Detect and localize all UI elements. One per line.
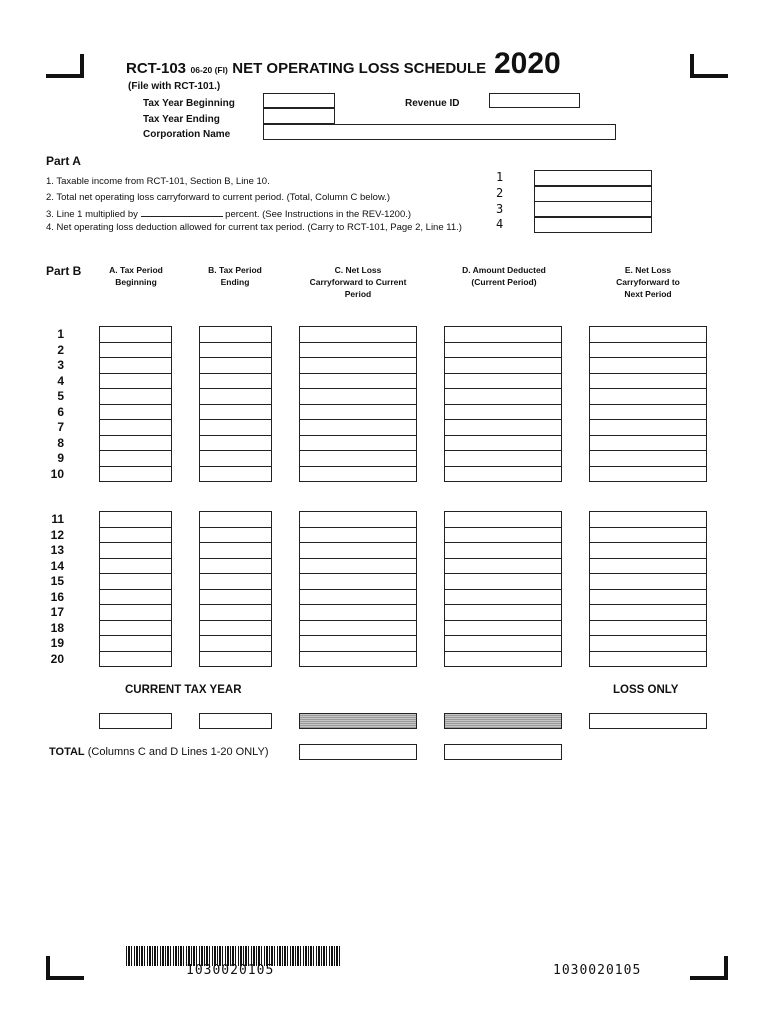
part-b-col-e-field[interactable] — [589, 466, 707, 483]
current-year-col-d-shaded — [444, 713, 562, 729]
row-number: 9 — [57, 451, 64, 465]
part-b-col-c-field[interactable] — [299, 635, 417, 652]
col-e-header-line: Carryforward to — [616, 277, 680, 287]
part-b-col-c-field[interactable] — [299, 466, 417, 483]
line-digit-2: 2 — [496, 186, 504, 200]
row-number: 1 — [57, 327, 64, 341]
part-a-line-2: 2. Total net operating loss carryforward to current period. (Total, Column C below.) — [46, 192, 391, 203]
part-b-col-d-field[interactable] — [444, 435, 562, 452]
part-b-col-a-field[interactable] — [99, 573, 172, 590]
part-b-col-e-field[interactable] — [589, 450, 707, 467]
part-b-col-a-field[interactable] — [99, 373, 172, 390]
part-a-line-3 — [46, 207, 411, 220]
part-b-col-a-field[interactable] — [99, 589, 172, 606]
corner-mark-top-right — [690, 54, 728, 78]
col-e-header-line: Next Period — [624, 289, 672, 299]
row-number: 13 — [50, 543, 64, 557]
part-b-col-a-field[interactable] — [99, 326, 172, 343]
current-year-col-e-field[interactable] — [589, 713, 707, 729]
part-b-col-b-field[interactable] — [199, 435, 272, 452]
current-year-col-b-field[interactable] — [199, 713, 272, 729]
form-subtitle: (File with RCT-101.) — [128, 81, 221, 92]
part-a-line-1: 1. Taxable income from RCT-101, Section B, Line 10. — [46, 176, 270, 187]
tax-year-beginning-field[interactable] — [263, 93, 335, 108]
part-b-col-d-field[interactable] — [444, 404, 562, 421]
part-a-line-3-prefix: 3. Line 1 multiplied by — [46, 209, 138, 220]
part-b-col-d-field[interactable] — [444, 620, 562, 637]
part-b-col-e-field[interactable] — [589, 589, 707, 606]
part-b-col-e-field[interactable] — [589, 388, 707, 405]
total-label-bold: TOTAL — [49, 746, 85, 758]
row-number: 17 — [50, 605, 64, 619]
col-d-header-line: D. Amount Deducted — [462, 265, 546, 275]
total-label — [49, 746, 268, 758]
part-b-col-c-field[interactable] — [299, 357, 417, 374]
current-tax-year-label: CURRENT TAX YEAR — [125, 684, 242, 696]
part-b-col-c-field[interactable] — [299, 620, 417, 637]
part-b-col-e-field[interactable] — [589, 651, 707, 668]
form-year: 2020 — [494, 47, 561, 80]
part-b-col-a-field[interactable] — [99, 651, 172, 668]
form-revision: 06-20 (FI) — [190, 65, 228, 75]
part-b-title: Part B — [46, 264, 82, 278]
col-c-header-line: Period — [344, 289, 372, 299]
part-b-col-a-field[interactable] — [99, 342, 172, 359]
col-b-header — [195, 264, 275, 288]
part-b-col-b-field[interactable] — [199, 635, 272, 652]
tax-year-ending-field[interactable] — [263, 108, 335, 124]
part-b-col-e-field[interactable] — [589, 373, 707, 390]
part-b-col-c-field[interactable] — [299, 558, 417, 575]
part-b-col-a-field[interactable] — [99, 527, 172, 544]
part-b-col-e-field[interactable] — [589, 573, 707, 590]
col-d-header — [442, 264, 566, 288]
part-b-col-e-field[interactable] — [589, 542, 707, 559]
part-a-line-4-field[interactable] — [534, 217, 652, 233]
part-b-col-c-field[interactable] — [299, 388, 417, 405]
part-b-col-a-field[interactable] — [99, 450, 172, 467]
part-b-col-b-field[interactable] — [199, 589, 272, 606]
row-number: 3 — [57, 358, 64, 372]
part-a-line-3-suffix: percent. (See Instructions in the REV-1200.) — [225, 209, 412, 220]
part-b-col-a-field[interactable] — [99, 604, 172, 621]
row-number: 16 — [50, 589, 64, 604]
part-b-col-b-field[interactable] — [199, 342, 272, 359]
line-digit-4: 4 — [496, 217, 504, 231]
part-b-col-d-field[interactable] — [444, 450, 562, 467]
barcode-number: 1030020105 — [186, 963, 275, 978]
part-b-col-c-field[interactable] — [299, 511, 417, 528]
part-b-col-c-field[interactable] — [299, 651, 417, 668]
line-digit-1: 1 — [496, 170, 504, 184]
part-b-col-c-field[interactable] — [299, 342, 417, 359]
row-number: 15 — [50, 574, 64, 588]
part-b-col-e-field[interactable] — [589, 635, 707, 652]
part-b-col-e-field[interactable] — [589, 404, 707, 421]
current-year-col-c-shaded — [299, 713, 417, 729]
part-b-col-b-field[interactable] — [199, 388, 272, 405]
col-b-header-line: Ending — [220, 277, 250, 287]
part-a-line-1-field[interactable] — [534, 170, 652, 186]
part-a-line-3-field[interactable] — [534, 201, 652, 217]
part-b-col-c-field[interactable] — [299, 373, 417, 390]
part-b-col-e-field[interactable] — [589, 357, 707, 374]
part-b-col-b-field[interactable] — [199, 542, 272, 559]
part-a-title: Part A — [46, 154, 81, 168]
part-b-col-c-field[interactable] — [299, 573, 417, 590]
part-b-col-a-field[interactable] — [99, 388, 172, 405]
form-id: RCT-103 — [126, 60, 187, 77]
part-b-col-b-field[interactable] — [199, 573, 272, 590]
col-b-header-line: B. Tax Period — [208, 265, 262, 275]
row-number: 7 — [57, 420, 64, 434]
row-number: 4 — [57, 373, 64, 388]
row-number: 20 — [50, 651, 64, 666]
part-b-col-a-field[interactable] — [99, 466, 172, 483]
part-b-col-e-field[interactable] — [589, 511, 707, 528]
corporation-name-field[interactable] — [263, 124, 616, 140]
part-b-col-b-field[interactable] — [199, 419, 272, 436]
part-b-col-b-field[interactable] — [199, 651, 272, 668]
tax-year-beginning-label: Tax Year Beginning — [143, 98, 235, 109]
corner-mark-top-left — [46, 54, 84, 78]
row-number: 12 — [50, 527, 64, 542]
part-b-col-c-field[interactable] — [299, 542, 417, 559]
part-a-line-4: 4. Net operating loss deduction allowed for current tax period. (Carry to RCT-101, Page 2, Line 11.) — [46, 222, 462, 233]
part-b-col-d-field[interactable] — [444, 589, 562, 606]
part-b-col-d-field[interactable] — [444, 511, 562, 528]
col-a-header — [96, 264, 176, 288]
col-c-header-line: Carryforward to Current — [309, 277, 407, 287]
part-b-col-b-field[interactable] — [199, 326, 272, 343]
part-b-col-b-field[interactable] — [199, 604, 272, 621]
total-col-c-field[interactable] — [299, 744, 417, 760]
part-b-col-d-field[interactable] — [444, 542, 562, 559]
total-col-d-field[interactable] — [444, 744, 562, 760]
part-b-col-c-field[interactable] — [299, 326, 417, 343]
part-b-col-b-field[interactable] — [199, 466, 272, 483]
row-number: 10 — [50, 466, 64, 481]
part-b-col-d-field[interactable] — [444, 326, 562, 343]
part-b-col-b-field[interactable] — [199, 357, 272, 374]
part-b-col-a-field[interactable] — [99, 511, 172, 528]
part-b-col-e-field[interactable] — [589, 527, 707, 544]
part-b-col-a-field[interactable] — [99, 404, 172, 421]
row-number: 19 — [50, 636, 64, 650]
part-b-col-a-field[interactable] — [99, 435, 172, 452]
part-b-col-d-field[interactable] — [444, 604, 562, 621]
part-b-col-d-field[interactable] — [444, 527, 562, 544]
form-header — [126, 60, 486, 78]
col-c-header — [296, 264, 420, 300]
percent-blank[interactable] — [141, 207, 223, 217]
part-b-col-a-field[interactable] — [99, 558, 172, 575]
part-b-col-d-field[interactable] — [444, 357, 562, 374]
row-number: 5 — [57, 389, 64, 403]
part-b-col-b-field[interactable] — [199, 620, 272, 637]
part-b-col-e-field[interactable] — [589, 435, 707, 452]
line-digit-3: 3 — [496, 202, 504, 216]
part-b-col-a-field[interactable] — [99, 620, 172, 637]
tax-year-ending-label: Tax Year Ending — [143, 114, 220, 125]
part-b-col-b-field[interactable] — [199, 511, 272, 528]
row-number: 8 — [57, 435, 64, 450]
current-year-col-a-field[interactable] — [99, 713, 172, 729]
part-b-col-e-field[interactable] — [589, 558, 707, 575]
part-b-col-d-field[interactable] — [444, 558, 562, 575]
corner-mark-bottom-left — [46, 956, 84, 980]
part-b-col-d-field[interactable] — [444, 388, 562, 405]
corner-mark-bottom-right — [690, 956, 728, 980]
col-a-header-line: A. Tax Period — [109, 265, 163, 275]
part-b-col-d-field[interactable] — [444, 373, 562, 390]
part-b-col-b-field[interactable] — [199, 450, 272, 467]
part-b-col-c-field[interactable] — [299, 419, 417, 436]
revenue-id-field[interactable] — [489, 93, 580, 108]
row-number: 18 — [50, 620, 64, 635]
part-b-col-c-field[interactable] — [299, 604, 417, 621]
col-a-header-line: Beginning — [115, 277, 157, 287]
part-b-col-c-field[interactable] — [299, 435, 417, 452]
part-b-col-b-field[interactable] — [199, 404, 272, 421]
part-b-col-d-field[interactable] — [444, 635, 562, 652]
part-a-line-2-field[interactable] — [534, 186, 652, 202]
part-b-col-d-field[interactable] — [444, 466, 562, 483]
row-number: 6 — [57, 404, 64, 419]
part-b-col-b-field[interactable] — [199, 373, 272, 390]
part-b-col-d-field[interactable] — [444, 651, 562, 668]
part-b-col-a-field[interactable] — [99, 357, 172, 374]
row-number: 2 — [57, 342, 64, 357]
part-b-col-a-field[interactable] — [99, 419, 172, 436]
total-label-note: (Columns C and D Lines 1-20 ONLY) — [87, 746, 269, 758]
row-number: 11 — [51, 512, 64, 526]
part-b-col-a-field[interactable] — [99, 635, 172, 652]
part-b-col-a-field[interactable] — [99, 542, 172, 559]
col-c-header-line: C. Net Loss — [334, 265, 382, 275]
part-b-col-c-field[interactable] — [299, 404, 417, 421]
part-b-col-e-field[interactable] — [589, 326, 707, 343]
part-b-col-b-field[interactable] — [199, 527, 272, 544]
loss-only-label: LOSS ONLY — [613, 684, 679, 696]
part-b-col-e-field[interactable] — [589, 342, 707, 359]
col-e-header-line: E. Net Loss — [624, 265, 672, 275]
part-b-col-e-field[interactable] — [589, 604, 707, 621]
part-b-col-c-field[interactable] — [299, 527, 417, 544]
form-title: NET OPERATING LOSS SCHEDULE — [232, 60, 487, 77]
part-b-col-d-field[interactable] — [444, 573, 562, 590]
revenue-id-label: Revenue ID — [405, 98, 460, 109]
scan-line-number: 1030020105 — [553, 963, 642, 978]
part-b-col-c-field[interactable] — [299, 450, 417, 467]
part-b-col-d-field[interactable] — [444, 342, 562, 359]
col-e-header — [588, 264, 708, 300]
row-number: 14 — [50, 558, 64, 573]
col-d-header-line: (Current Period) — [471, 277, 537, 287]
part-b-col-d-field[interactable] — [444, 419, 562, 436]
part-b-col-b-field[interactable] — [199, 558, 272, 575]
part-b-col-e-field[interactable] — [589, 620, 707, 637]
part-b-col-c-field[interactable] — [299, 589, 417, 606]
part-b-col-e-field[interactable] — [589, 419, 707, 436]
corporation-name-label: Corporation Name — [143, 129, 231, 140]
